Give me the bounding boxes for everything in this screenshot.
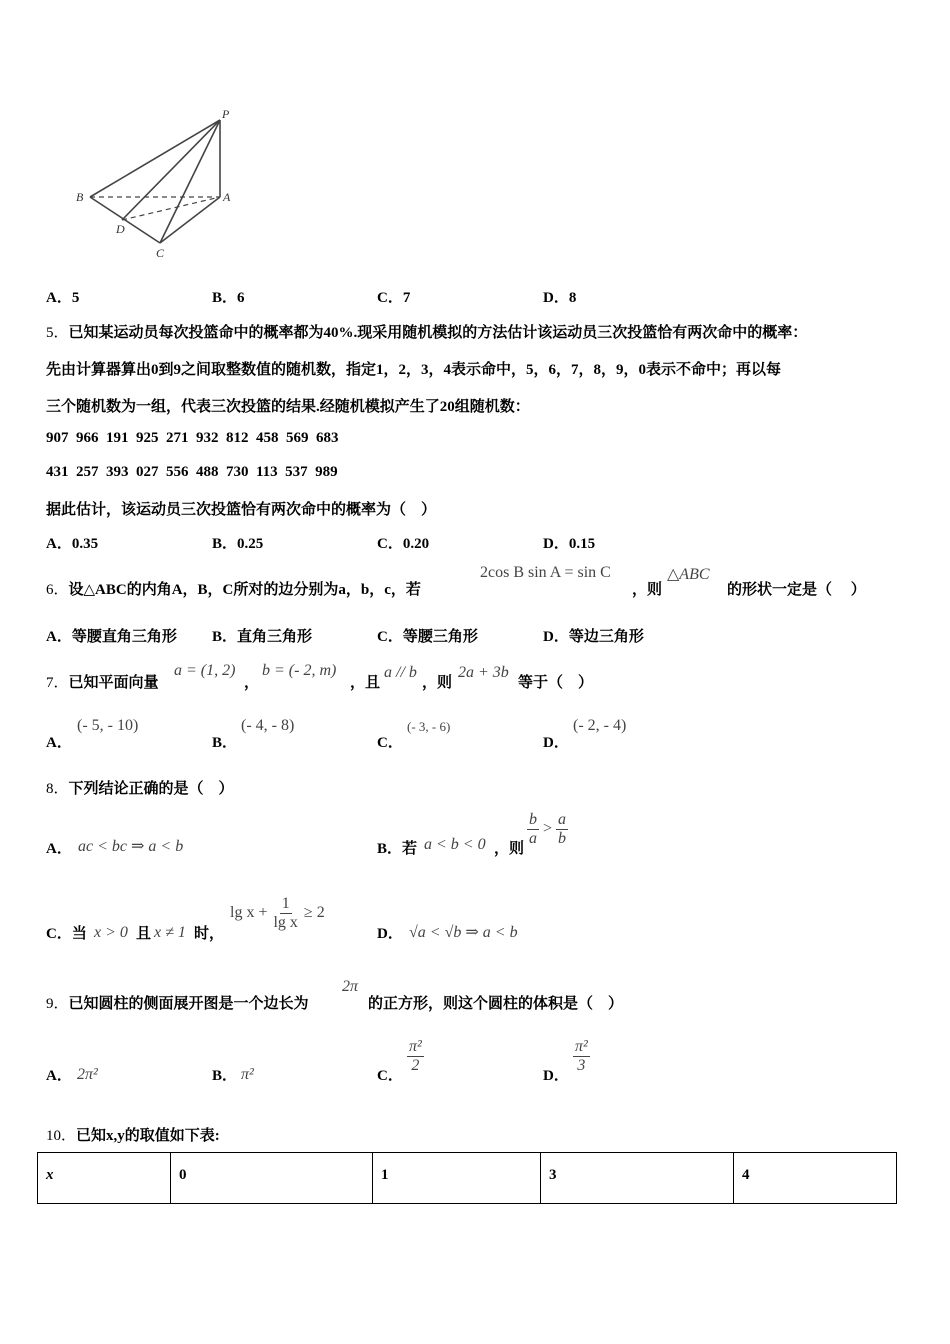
- q5-option-c[interactable]: C．0.20: [377, 536, 430, 552]
- q7-separator: ，: [244, 675, 260, 691]
- q7-then: ，则: [422, 675, 453, 691]
- q5-number: 5．: [46, 325, 69, 341]
- table-cell: 1: [373, 1153, 541, 1204]
- q9-stem-start: [46, 992, 309, 1013]
- q7-option-a-value: (- 5, - 10): [77, 717, 139, 734]
- q7-option-c-value: (- 3, - 6): [407, 719, 451, 734]
- q6-option-d[interactable]: D．等边三角形: [543, 629, 644, 645]
- label-p: P: [222, 107, 230, 121]
- q6-stem-start: [46, 578, 421, 599]
- q10-number: 10．: [46, 1128, 77, 1144]
- table-cell: 0: [171, 1153, 373, 1204]
- q9-option-a[interactable]: A．: [46, 1068, 72, 1084]
- q9-text1: 已知圆柱的侧面展开图是一个边长为: [68, 996, 309, 1012]
- q6-option-b[interactable]: B．直角三角形: [212, 629, 313, 645]
- q6-triangle: △ABC: [667, 566, 710, 583]
- q7-text1: 已知平面向量: [68, 675, 159, 691]
- table-cell: 4: [734, 1153, 897, 1204]
- q8-option-c-when: 时，: [194, 926, 225, 942]
- q4-option-c[interactable]: C．7: [377, 290, 411, 306]
- q5-line3: 三个随机数为一组，代表三次投篮的结果.经随机模拟产生了20组随机数：: [46, 399, 530, 415]
- q8-option-c-and: 且: [136, 926, 152, 942]
- q8-option-d-math: √a < √b ⇒ a < b: [409, 924, 518, 941]
- q8-b-gt: >: [543, 820, 553, 838]
- q8-number: 8．: [46, 781, 69, 797]
- q5-random-row2: 431 257 393 027 556 488 730 113 537 989: [46, 464, 338, 480]
- q8-stem: [46, 777, 234, 798]
- q9-number: 9．: [46, 996, 69, 1012]
- q5-random-row1: 907 966 191 925 271 932 812 458 569 683: [46, 430, 339, 446]
- q5-option-b[interactable]: B．0.25: [212, 536, 264, 552]
- label-b: B: [76, 190, 84, 204]
- q7-number: 7．: [46, 675, 69, 691]
- q8-option-a[interactable]: A．: [46, 841, 72, 857]
- q7-option-c[interactable]: C．: [377, 735, 403, 751]
- q7-option-b[interactable]: B．: [212, 735, 238, 751]
- q8-b-frac1: $\frac{b}{a}$: [529, 811, 537, 847]
- q6-option-a[interactable]: A．等腰直角三角形: [46, 629, 177, 645]
- xy-value-table: [37, 1152, 897, 1204]
- q9-option-a-value: 2π²: [77, 1066, 98, 1083]
- q10-stem: [46, 1124, 220, 1145]
- table-row: [38, 1153, 897, 1204]
- q8-c-ge: ≥ 2: [303, 904, 325, 922]
- q4-option-d[interactable]: D．8: [543, 290, 577, 306]
- label-a: A: [223, 190, 231, 204]
- edge-bc: [90, 197, 160, 243]
- q7-and: ，且: [350, 675, 381, 691]
- q7-expression: 2a + 3b: [458, 664, 509, 681]
- q8-option-b-then: ，则: [494, 841, 525, 857]
- q6-stem-end: 的形状一定是（ ）: [727, 582, 866, 598]
- table-cell: x: [38, 1153, 171, 1204]
- q7-parallel: a // b: [384, 664, 417, 681]
- q9-stem-end: 的正方形，则这个圆柱的体积是（ ）: [368, 996, 624, 1012]
- q8-option-c-cond2: x ≠ 1: [154, 924, 186, 941]
- q7-stem-start: [46, 671, 159, 692]
- q9-option-b-value: π²: [241, 1066, 254, 1083]
- q8-option-c-cond1: x > 0: [94, 924, 128, 941]
- label-d: D: [116, 222, 125, 236]
- q6-option-c[interactable]: C．等腰三角形: [377, 629, 478, 645]
- q8-option-b[interactable]: B．若: [377, 841, 418, 857]
- q8-option-a-math: ac < bc ⇒ a < b: [78, 838, 184, 855]
- label-c: C: [156, 246, 165, 260]
- q8-option-d[interactable]: D．: [377, 926, 403, 942]
- q5-line2: 先由计算器算出0到9之间取整数值的随机数，指定1，2，3，4表示命中，5，6，7，8，9，0表示不命中；再以每: [46, 362, 782, 378]
- q7-option-d-value: (- 2, - 4): [573, 717, 627, 734]
- q9-option-c-value: $\frac{\text{π²}}{2}$: [409, 1038, 422, 1074]
- q8-c-lg: lg x +: [230, 904, 268, 922]
- q8-option-b-condition: a < b < 0: [424, 836, 486, 853]
- q8-text: 下列结论正确的是（ ）: [68, 781, 234, 797]
- q5-option-d[interactable]: D．0.15: [543, 536, 596, 552]
- table-cell: 3: [541, 1153, 734, 1204]
- q6-condition-formula: 2cos B sin A = sin C: [480, 564, 611, 581]
- q5-text1: 已知某运动员每次投篮命中的概率都为40%.现采用随机模拟的方法估计该运动员三次投篮恰有两次命中的概率：: [68, 325, 808, 341]
- edge-ca: [160, 197, 220, 243]
- q8-option-b-inequality: [527, 811, 568, 848]
- q8-option-c[interactable]: C．当: [46, 926, 87, 942]
- q5-line1: [46, 321, 807, 342]
- q9-option-c[interactable]: C．: [377, 1068, 403, 1084]
- q7-vector-a: a = (1, 2): [174, 662, 236, 679]
- q8-c-frac: $\frac{1}{\text{lg x}}$: [273, 895, 298, 931]
- q7-option-d[interactable]: D．: [543, 735, 569, 751]
- q5-option-a[interactable]: A．0.35: [46, 536, 99, 552]
- q7-option-a[interactable]: A．: [46, 735, 72, 751]
- q9-option-d[interactable]: D．: [543, 1068, 569, 1084]
- q8-b-frac2: $\frac{a}{b}$: [558, 811, 567, 847]
- q6-then: ，则: [632, 582, 663, 598]
- q9-option-b[interactable]: B．: [212, 1068, 238, 1084]
- pyramid-figure: [70, 105, 240, 265]
- q9-option-d-value: $\frac{\text{π²}}{3}$: [575, 1038, 588, 1074]
- q7-stem-end: 等于（ ）: [518, 675, 594, 691]
- q7-option-b-value: (- 4, - 8): [241, 717, 295, 734]
- q4-option-b[interactable]: B．6: [212, 290, 245, 306]
- q6-text1: 设△ABC的内角A，B，C所对的边分别为a，b，c，若: [68, 582, 421, 598]
- q10-text: 已知x,y的取值如下表:: [76, 1128, 220, 1144]
- q5-question: 据此估计，该运动员三次投篮恰有两次命中的概率为（ ）: [46, 502, 437, 518]
- q8-option-c-inequality: [230, 895, 325, 932]
- q7-vector-b: b = (- 2, m): [262, 662, 337, 679]
- q4-option-a[interactable]: A．5: [46, 290, 80, 306]
- q6-number: 6．: [46, 582, 69, 598]
- q9-side-length: 2π: [342, 978, 359, 995]
